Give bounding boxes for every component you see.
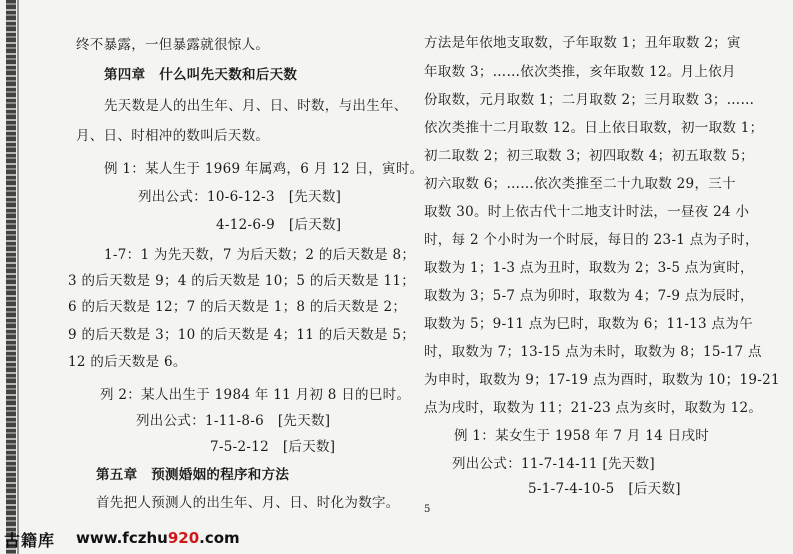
chapter-heading: 第四章 什么叫先天数和后天数 [104,67,298,83]
text-line: 取数为 1；1-3 点为丑时，取数为 2；3-5 点为寅时， [424,260,754,276]
formula-line: 列出公式：10-6-12-3 [先天数] [138,189,342,205]
text-line: 9 的后天数是 3；10 的后天数是 4；11 的后天数是 5； [68,327,416,343]
formula-line: 4-12-6-9 [后天数] [216,217,342,233]
text-line: 月、日、时相冲的数叫后天数。 [76,128,270,144]
formula-line: 列出公式：11-7-14-11 [先天数] [452,456,655,472]
text-line: 终不暴露，一但暴露就很惊人。 [76,37,270,53]
site-url-suffix: .com [199,529,240,547]
site-url[interactable] [76,529,240,547]
text-line: 12 的后天数是 6。 [68,354,187,370]
text-line: 取数 30。时上依古代十二地支计时法，一昼夜 24 小 [424,204,750,220]
text-line: 先天数是人的出生年、月、日、时数，与出生年、 [104,98,408,114]
text-line: 依次类推十二月取数 12。日上依日取数，初一取数 1； [424,120,764,136]
text-line: 初六取数 6；……依次类推至二十九取数 29，三十 [424,176,736,192]
formula-line: 列出公式：1-11-8-6 [先天数] [136,413,331,429]
text-line: 份取数，元月取数 1；二月取数 2；三月取数 3；…… [424,92,755,108]
page-number: 5 [424,504,431,515]
text-line: 1-7：1 为先天数，7 为后天数；2 的后天数是 8； [104,247,416,263]
text-line: 例 1：某女生于 1958 年 7 月 14 日戌时 [454,428,710,444]
text-line: 例 1：某人生于 1969 年属鸡，6 月 12 日，寅时。 [104,161,424,177]
book-binding-edge [6,0,16,554]
text-line: 首先把人预测人的出生年、月、日、时化为数字。 [96,495,400,511]
text-line: 为申时，取数为 9；17-19 点为酉时，取数为 10；19-21 [424,372,780,388]
text-line: 年取数 3；……依次类推，亥年取数 12。月上依月 [424,64,736,80]
text-line: 点为戌时，取数为 11；21-23 点为亥时，取数为 12。 [424,400,763,416]
text-line: 6 的后天数是 12；7 的后天数是 1；8 的后天数是 2； [68,299,407,315]
text-line: 方法是年依地支取数，子年取数 1；丑年取数 2；寅 [424,35,741,51]
watermark-footer [0,526,793,554]
binding-line [17,0,19,554]
site-logo: 古籍库 [4,531,56,550]
formula-line: 7-5-2-12 [后天数] [210,439,336,455]
chapter-heading: 第五章 预测婚姻的程序和方法 [96,467,290,483]
text-line: 时，每 2 个小时为一个时辰，每日的 23-1 点为子时， [424,232,759,248]
formula-line: 5-1-7-4-10-5 [后天数] [528,481,681,497]
text-line: 初二取数 2；初三取数 3；初四取数 4；初五取数 5； [424,148,754,164]
site-url-number: 920 [167,529,200,547]
text-line: 取数为 3；5-7 点为卯时，取数为 4；7-9 点为辰时， [424,288,754,304]
text-line: 时，取数为 7；13-15 点为未时，取数为 8；15-17 点 [424,344,762,360]
text-line: 取数为 5；9-11 点为巳时，取数为 6；11-13 点为午 [424,316,753,332]
text-line: 3 的后天数是 9；4 的后天数是 10；5 的后天数是 11； [68,273,416,289]
text-line: 列 2：某人出生于 1984 年 11 月初 8 日的巳时。 [100,387,411,403]
site-url-prefix: www.fczhu [76,529,168,547]
